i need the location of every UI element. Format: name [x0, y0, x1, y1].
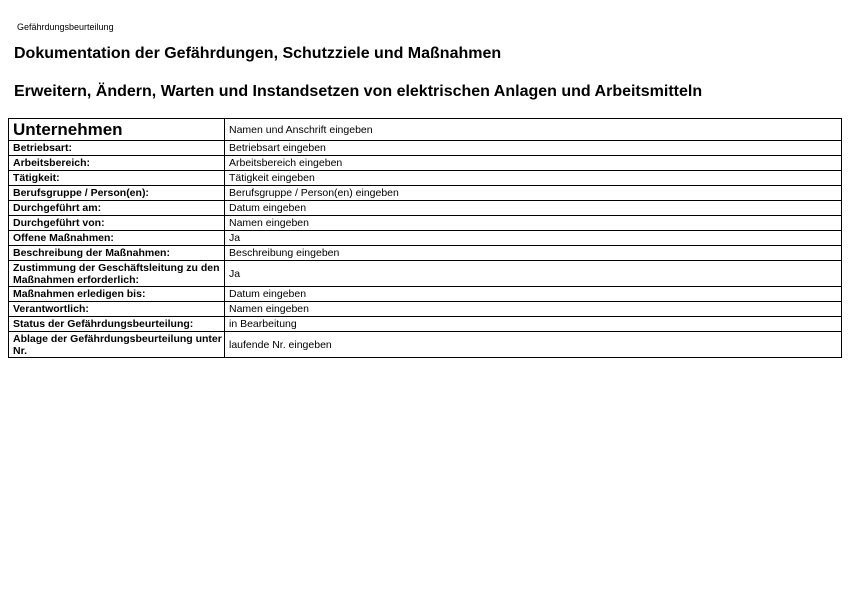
form-row-open-measures: [9, 231, 842, 246]
activity-field[interactable]: Tätigkeit eingeben: [225, 171, 842, 186]
measures-due-field[interactable]: Datum eingeben: [225, 287, 842, 302]
performed-by-label: Durchgeführt von:: [9, 216, 225, 231]
work-area-field[interactable]: Arbeitsbereich eingeben: [225, 156, 842, 171]
responsible-label: Verantwortlich:: [9, 302, 225, 317]
open-measures-field[interactable]: Ja: [225, 231, 842, 246]
filing-number-field[interactable]: laufende Nr. eingeben: [225, 332, 842, 358]
form-row-filing-number: [9, 332, 842, 358]
page-subtitle: Erweitern, Ändern, Warten und Instandsetzen von elektrischen Anlagen und Arbeitsmitteln: [14, 83, 703, 100]
company-label: Unternehmen: [9, 119, 225, 141]
form-row-responsible: [9, 302, 842, 317]
measures-description-field[interactable]: Beschreibung eingeben: [225, 246, 842, 261]
activity-label: Tätigkeit:: [9, 171, 225, 186]
form-row-performed-by: [9, 216, 842, 231]
form-row-management-approval: [9, 261, 842, 287]
page-title: Dokumentation der Gefährdungen, Schutzziele und Maßnahmen: [14, 45, 502, 62]
form-row-occupational-group: [9, 186, 842, 201]
form-row-assessment-status: [9, 317, 842, 332]
performed-on-field[interactable]: Datum eingeben: [225, 201, 842, 216]
document-type-label: Gefährdungsbeurteilung: [17, 22, 114, 32]
work-area-label: Arbeitsbereich:: [9, 156, 225, 171]
form-row-activity: [9, 171, 842, 186]
form-row-operation-type: [9, 141, 842, 156]
performed-by-field[interactable]: Namen eingeben: [225, 216, 842, 231]
management-approval-label: Zustimmung der Geschäftsleitung zu den Maßnahmen erforderlich:: [9, 261, 225, 287]
assessment-status-label: Status der Gefährdungsbeurteilung:: [9, 317, 225, 332]
occupational-group-field[interactable]: Berufsgruppe / Person(en) eingeben: [225, 186, 842, 201]
form-row-measures-due: [9, 287, 842, 302]
measures-due-label: Maßnahmen erledigen bis:: [9, 287, 225, 302]
form-row-performed-on: [9, 201, 842, 216]
occupational-group-label: Berufsgruppe / Person(en):: [9, 186, 225, 201]
assessment-status-field[interactable]: in Bearbeitung: [225, 317, 842, 332]
company-field[interactable]: Namen und Anschrift eingeben: [225, 119, 842, 141]
management-approval-field[interactable]: Ja: [225, 261, 842, 287]
open-measures-label: Offene Maßnahmen:: [9, 231, 225, 246]
performed-on-label: Durchgeführt am:: [9, 201, 225, 216]
measures-description-label: Beschreibung der Maßnahmen:: [9, 246, 225, 261]
operation-type-label: Betriebsart:: [9, 141, 225, 156]
assessment-form-table: [8, 118, 842, 358]
operation-type-field[interactable]: Betriebsart eingeben: [225, 141, 842, 156]
form-row-measures-description: [9, 246, 842, 261]
filing-number-label: Ablage der Gefährdungsbeurteilung unter Nr.: [9, 332, 225, 358]
form-row-company: [9, 119, 842, 141]
responsible-field[interactable]: Namen eingeben: [225, 302, 842, 317]
form-row-work-area: [9, 156, 842, 171]
